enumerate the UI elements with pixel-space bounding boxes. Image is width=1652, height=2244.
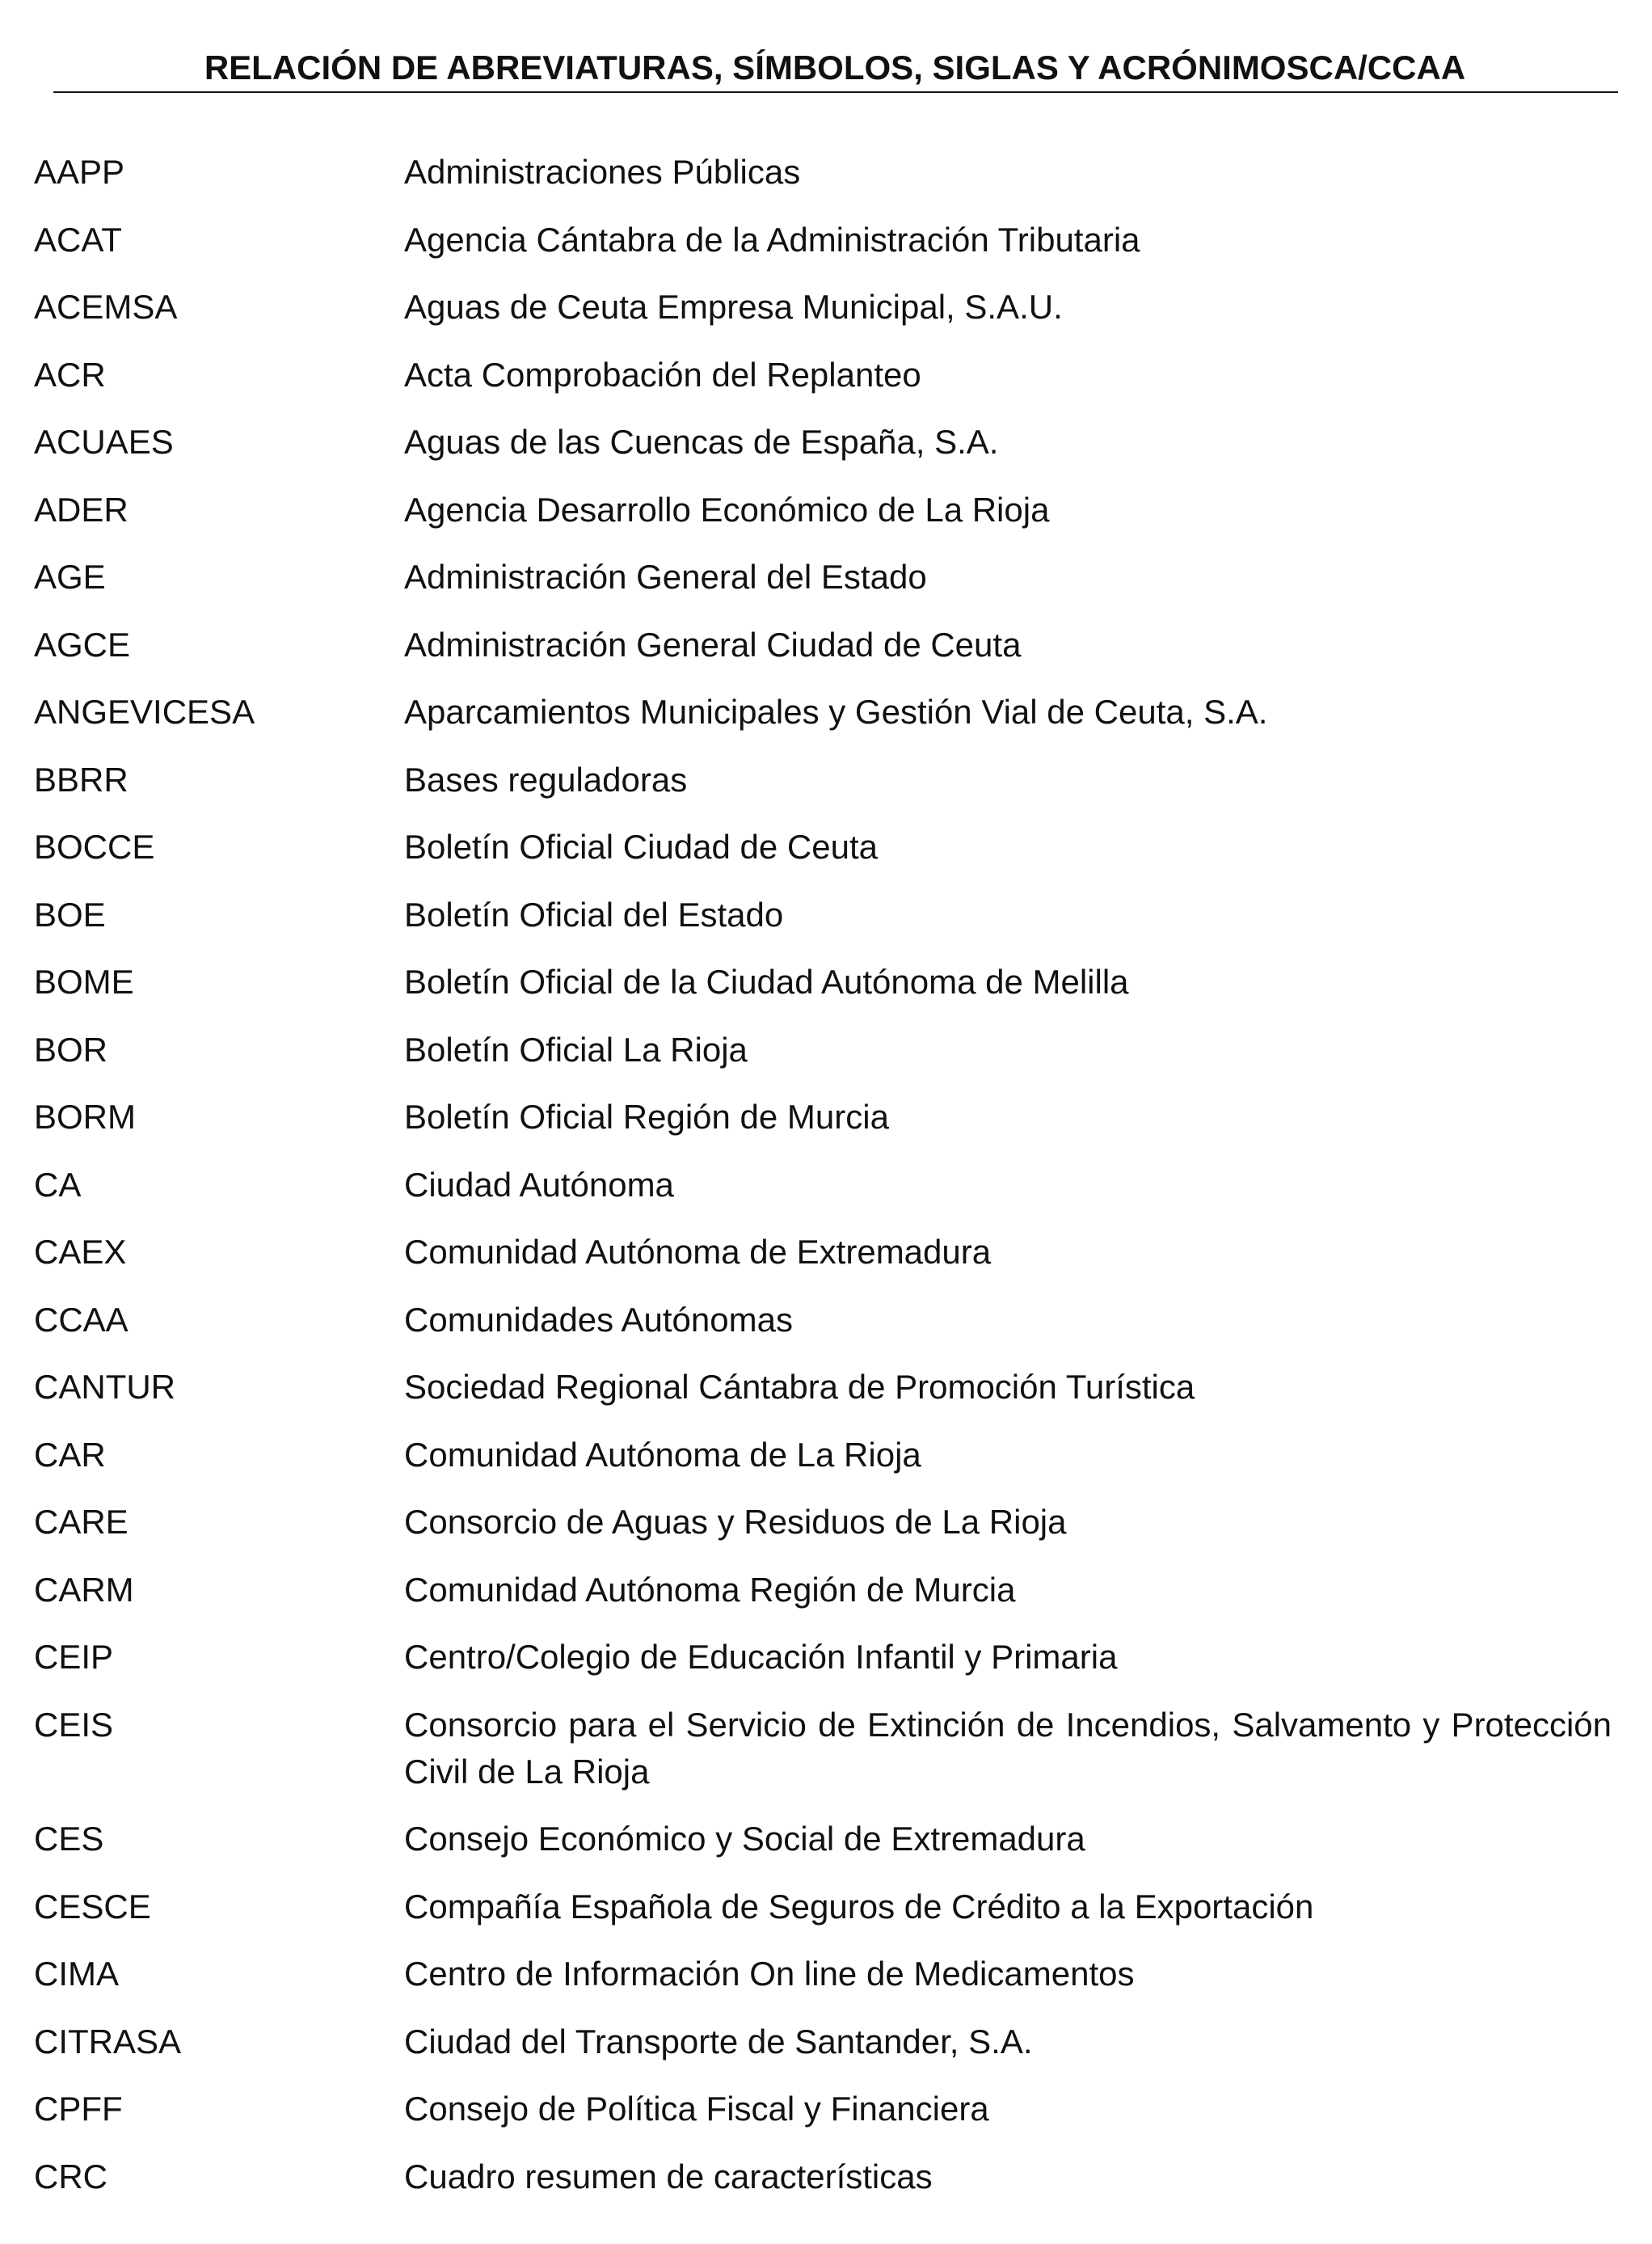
abbreviation-term: AGCE [34,625,131,664]
abbreviation-meaning: Centro de Información On line de Medicamentos [404,1955,1135,1993]
list-item [0,1364,1652,1411]
list-item [0,1567,1652,1613]
list-item [0,892,1652,939]
abbreviation-term: CA [34,1165,82,1204]
abbreviation-list [0,149,1652,2221]
abbreviation-term: BOCCE [34,828,155,866]
abbreviation-term: CAR [34,1435,106,1474]
list-item [0,757,1652,804]
abbreviation-meaning: Comunidades Autónomas [404,1300,793,1339]
abbreviation-term: CPFF [34,2090,123,2128]
list-item [0,1816,1652,1862]
abbreviation-term: BORM [34,1098,136,1136]
list-item [0,1162,1652,1208]
abbreviation-term: BBRR [34,760,129,799]
list-item [0,487,1652,534]
list-item [0,1499,1652,1546]
title-underline-divider [53,91,1618,93]
abbreviation-term: ACUAES [34,423,174,461]
abbreviation-meaning: Ciudad Autónoma [404,1165,674,1204]
abbreviation-term: CEIS [34,1705,114,1744]
abbreviation-meaning: Acta Comprobación del Replanteo [404,355,921,394]
list-item [0,352,1652,399]
abbreviation-term: BOE [34,895,106,934]
list-item [0,622,1652,669]
abbreviation-term: CAEX [34,1233,127,1271]
list-item [0,2018,1652,2065]
abbreviation-meaning: Boletín Oficial La Rioja [404,1030,748,1069]
list-item [0,1432,1652,1478]
abbreviation-meaning: Agencia Cántabra de la Administración Tributaria [404,220,1140,259]
abbreviation-term: CIMA [34,1955,119,1993]
abbreviation-meaning: Cuadro resumen de características [404,2157,933,2195]
abbreviation-meaning: Consejo de Política Fiscal y Financiera [404,2090,989,2128]
list-item [0,217,1652,264]
abbreviation-meaning: Ciudad del Transporte de Santander, S.A. [404,2022,1033,2061]
abbreviation-term: CRC [34,2157,107,2195]
list-item [0,689,1652,736]
abbreviation-meaning: Consorcio para el Servicio de Extinción de Incendios, Salvamento y Protección Civil de La Rioja [404,1705,1612,1791]
abbreviation-term: CARM [34,1570,134,1609]
page-title: RELACIÓN DE ABREVIATURAS, SÍMBOLOS, SIGLAS Y ACRÓNIMOSCA/CCAA [204,49,1466,86]
abbreviation-meaning: Comunidad Autónoma de La Rioja [404,1435,921,1474]
abbreviation-term: ANGEVICESA [34,693,255,731]
abbreviation-meaning: Boletín Oficial Región de Murcia [404,1098,889,1136]
abbreviation-meaning: Aguas de las Cuencas de España, S.A. [404,423,999,461]
abbreviation-term: CESCE [34,1887,151,1926]
abbreviation-term: BOME [34,963,134,1001]
abbreviation-term: CANTUR [34,1368,175,1406]
abbreviation-meaning: Consorcio de Aguas y Residuos de La Rioja [404,1503,1067,1541]
abbreviation-meaning: Administración General Ciudad de Ceuta [404,625,1022,664]
abbreviation-meaning: Comunidad Autónoma Región de Murcia [404,1570,1016,1609]
abbreviation-term: ACEMSA [34,288,178,326]
abbreviation-term: ADER [34,490,129,529]
abbreviation-meaning: Administración General del Estado [404,558,927,596]
abbreviation-meaning: Aguas de Ceuta Empresa Municipal, S.A.U. [404,288,1063,326]
abbreviation-term: CCAA [34,1300,129,1339]
list-item [0,1883,1652,1930]
abbreviation-meaning: Boletín Oficial Ciudad de Ceuta [404,828,879,866]
abbreviation-meaning: Centro/Colegio de Educación Infantil y Primaria [404,1638,1118,1676]
abbreviation-term: ACR [34,355,106,394]
abbreviation-term: AGE [34,558,106,596]
abbreviation-term: CITRASA [34,2022,182,2061]
abbreviation-meaning: Administraciones Públicas [404,153,801,191]
abbreviation-term: ACAT [34,220,122,259]
list-item [0,2153,1652,2200]
abbreviation-term: CARE [34,1503,129,1541]
list-item [0,824,1652,871]
list-item [0,1094,1652,1141]
abbreviation-meaning: Consejo Económico y Social de Extremadura [404,1820,1085,1858]
abbreviation-term: AAPP [34,153,125,191]
abbreviation-meaning: Compañía Española de Seguros de Crédito a la Exportación [404,1887,1314,1926]
list-item [0,959,1652,1006]
list-item [0,1951,1652,1997]
abbreviation-meaning: Boletín Oficial del Estado [404,895,784,934]
list-item [0,1229,1652,1276]
list-item [0,1297,1652,1343]
list-item [0,1027,1652,1073]
abbreviation-term: CES [34,1820,104,1858]
list-item [0,284,1652,331]
list-item [0,149,1652,196]
abbreviation-term: CEIP [34,1638,114,1676]
list-item [0,554,1652,601]
abbreviation-meaning: Agencia Desarrollo Económico de La Rioja [404,490,1050,529]
abbreviation-meaning: Bases reguladoras [404,760,688,799]
abbreviation-term: BOR [34,1030,108,1069]
abbreviation-meaning: Sociedad Regional Cántabra de Promoción Turística [404,1368,1195,1406]
abbreviation-meaning: Aparcamientos Municipales y Gestión Vial de Ceuta, S.A. [404,693,1268,731]
list-item [0,1702,1652,1795]
abbreviation-meaning: Boletín Oficial de la Ciudad Autónoma de Melilla [404,963,1129,1001]
list-item [0,1634,1652,1681]
list-item [0,419,1652,466]
list-item [0,2086,1652,2132]
abbreviation-meaning: Comunidad Autónoma de Extremadura [404,1233,992,1271]
